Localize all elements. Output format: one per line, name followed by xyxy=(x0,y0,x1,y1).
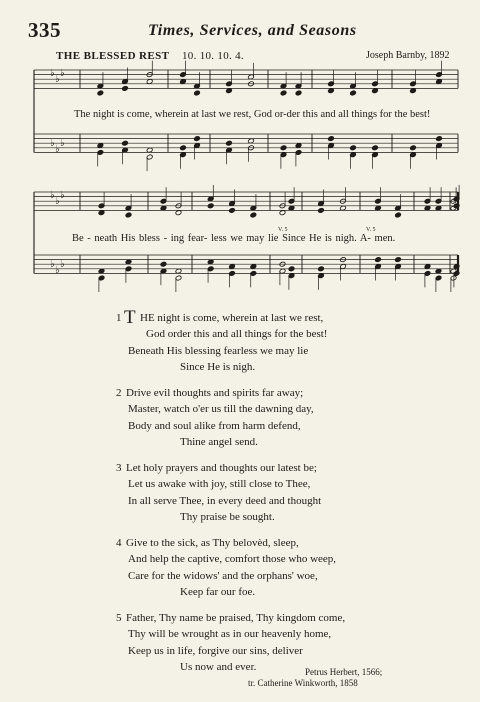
note-head xyxy=(372,145,379,151)
verse-line: Let holy prayers and thoughts our latest be; xyxy=(126,462,317,474)
flat-sign: ♭ xyxy=(55,265,60,276)
note-head xyxy=(180,145,187,151)
verse-line: Thine angel send. xyxy=(180,436,258,449)
verse-line: Body and soul alike from harm defend, xyxy=(128,419,301,432)
note-head xyxy=(250,212,257,218)
flat-sign: ♭ xyxy=(55,144,60,155)
verse-line: And help the captive, comfort those who weep, xyxy=(128,553,337,566)
verse-line: Keep far our foe. xyxy=(180,586,256,599)
note-head xyxy=(318,266,325,272)
verse-line: Master, watch o'er us till the dawning day, xyxy=(128,403,314,416)
note-head xyxy=(194,136,201,142)
verse-number: 2 xyxy=(116,387,122,399)
note-head xyxy=(229,208,236,214)
verse-number: 1 xyxy=(116,312,122,324)
translator-credit: tr. Catherine Winkworth, 1858 xyxy=(248,678,358,688)
flat-sign: ♭ xyxy=(60,138,65,149)
note-head xyxy=(410,145,417,151)
note-head xyxy=(295,90,302,96)
verse-line: Thy will be wrought as in our heavenly home, xyxy=(128,628,332,641)
note-head xyxy=(280,90,287,96)
verse-line: God order this and all things for the best! xyxy=(146,328,328,341)
system-1-lyrics: The night is come, wherein at last we rest, God or-der this and all things for the best! xyxy=(74,109,431,120)
note-head xyxy=(288,266,295,272)
note-head xyxy=(122,86,129,92)
section-title: Times, Services, and Seasons xyxy=(148,22,357,39)
flat-sign: ♭ xyxy=(60,190,65,201)
music-score xyxy=(0,60,480,300)
note-head xyxy=(280,145,287,151)
drop-cap: T xyxy=(124,307,136,328)
system-2-lyrics: Be - neath His bless - ing fear- less we may lie Since He is nigh. A- men. xyxy=(72,233,396,244)
verse-line: Since He is nigh. xyxy=(180,361,256,374)
note-head xyxy=(125,212,132,218)
note-head xyxy=(350,145,357,151)
note-head xyxy=(350,90,357,96)
note-head xyxy=(97,90,104,96)
verse-mark: V. 5 xyxy=(278,227,288,233)
verse-line: HE night is come, wherein at last we rest, xyxy=(140,312,324,324)
flat-sign: ♭ xyxy=(60,68,65,79)
note-head xyxy=(122,140,129,146)
flat-sign: ♭ xyxy=(55,74,60,85)
note-head xyxy=(318,208,325,214)
flat-sign: ♭ xyxy=(50,68,55,79)
verse-line: Beneath His blessing fearless we may lie xyxy=(128,344,309,357)
verse-number: 5 xyxy=(116,612,122,624)
verse-line: Let us awake with joy, still close to Thee, xyxy=(128,478,311,491)
verse-line: In all serve Thee, in every deed and thought xyxy=(128,494,322,507)
note-head xyxy=(375,257,382,263)
verse-number: 3 xyxy=(116,462,122,474)
tune-name: THE BLESSED REST xyxy=(56,50,170,62)
flat-sign: ♭ xyxy=(60,259,65,270)
tune-composer: Joseph Barnby, 1892 xyxy=(366,50,450,61)
note-head xyxy=(395,257,402,263)
verse-line: Keep us in life, forgive our sins, deliver xyxy=(128,644,303,657)
note-head xyxy=(207,203,214,209)
hymn-number: 335 xyxy=(28,18,61,42)
verse-line: Give to the sick, as Thy belovèd, sleep, xyxy=(126,537,299,549)
note-head xyxy=(226,140,233,146)
note-head xyxy=(395,212,402,218)
tune-meter: 10. 10. 10. 4. xyxy=(182,50,244,62)
note-head xyxy=(160,261,167,267)
verse-line: Drive evil thoughts and spirits far away; xyxy=(126,387,304,399)
author-credit: Petrus Herbert, 1566; xyxy=(305,667,383,677)
flat-sign: ♭ xyxy=(50,259,55,270)
verse-mark: V. 5 xyxy=(366,227,376,233)
flat-sign: ♭ xyxy=(55,196,60,207)
verse-line: Us now and ever. xyxy=(180,661,257,674)
note-head xyxy=(436,136,443,142)
verse-line: Thy praise be sought. xyxy=(180,511,275,524)
verse-line: Care for the widows' and the orphans' woe, xyxy=(128,569,318,582)
flat-sign: ♭ xyxy=(50,138,55,149)
verse-number: 4 xyxy=(116,537,122,549)
flat-sign: ♭ xyxy=(50,190,55,201)
verse-line: Father, Thy name be praised, Thy kingdom come, xyxy=(126,612,346,624)
note-head xyxy=(328,136,335,142)
note-head xyxy=(194,90,201,96)
